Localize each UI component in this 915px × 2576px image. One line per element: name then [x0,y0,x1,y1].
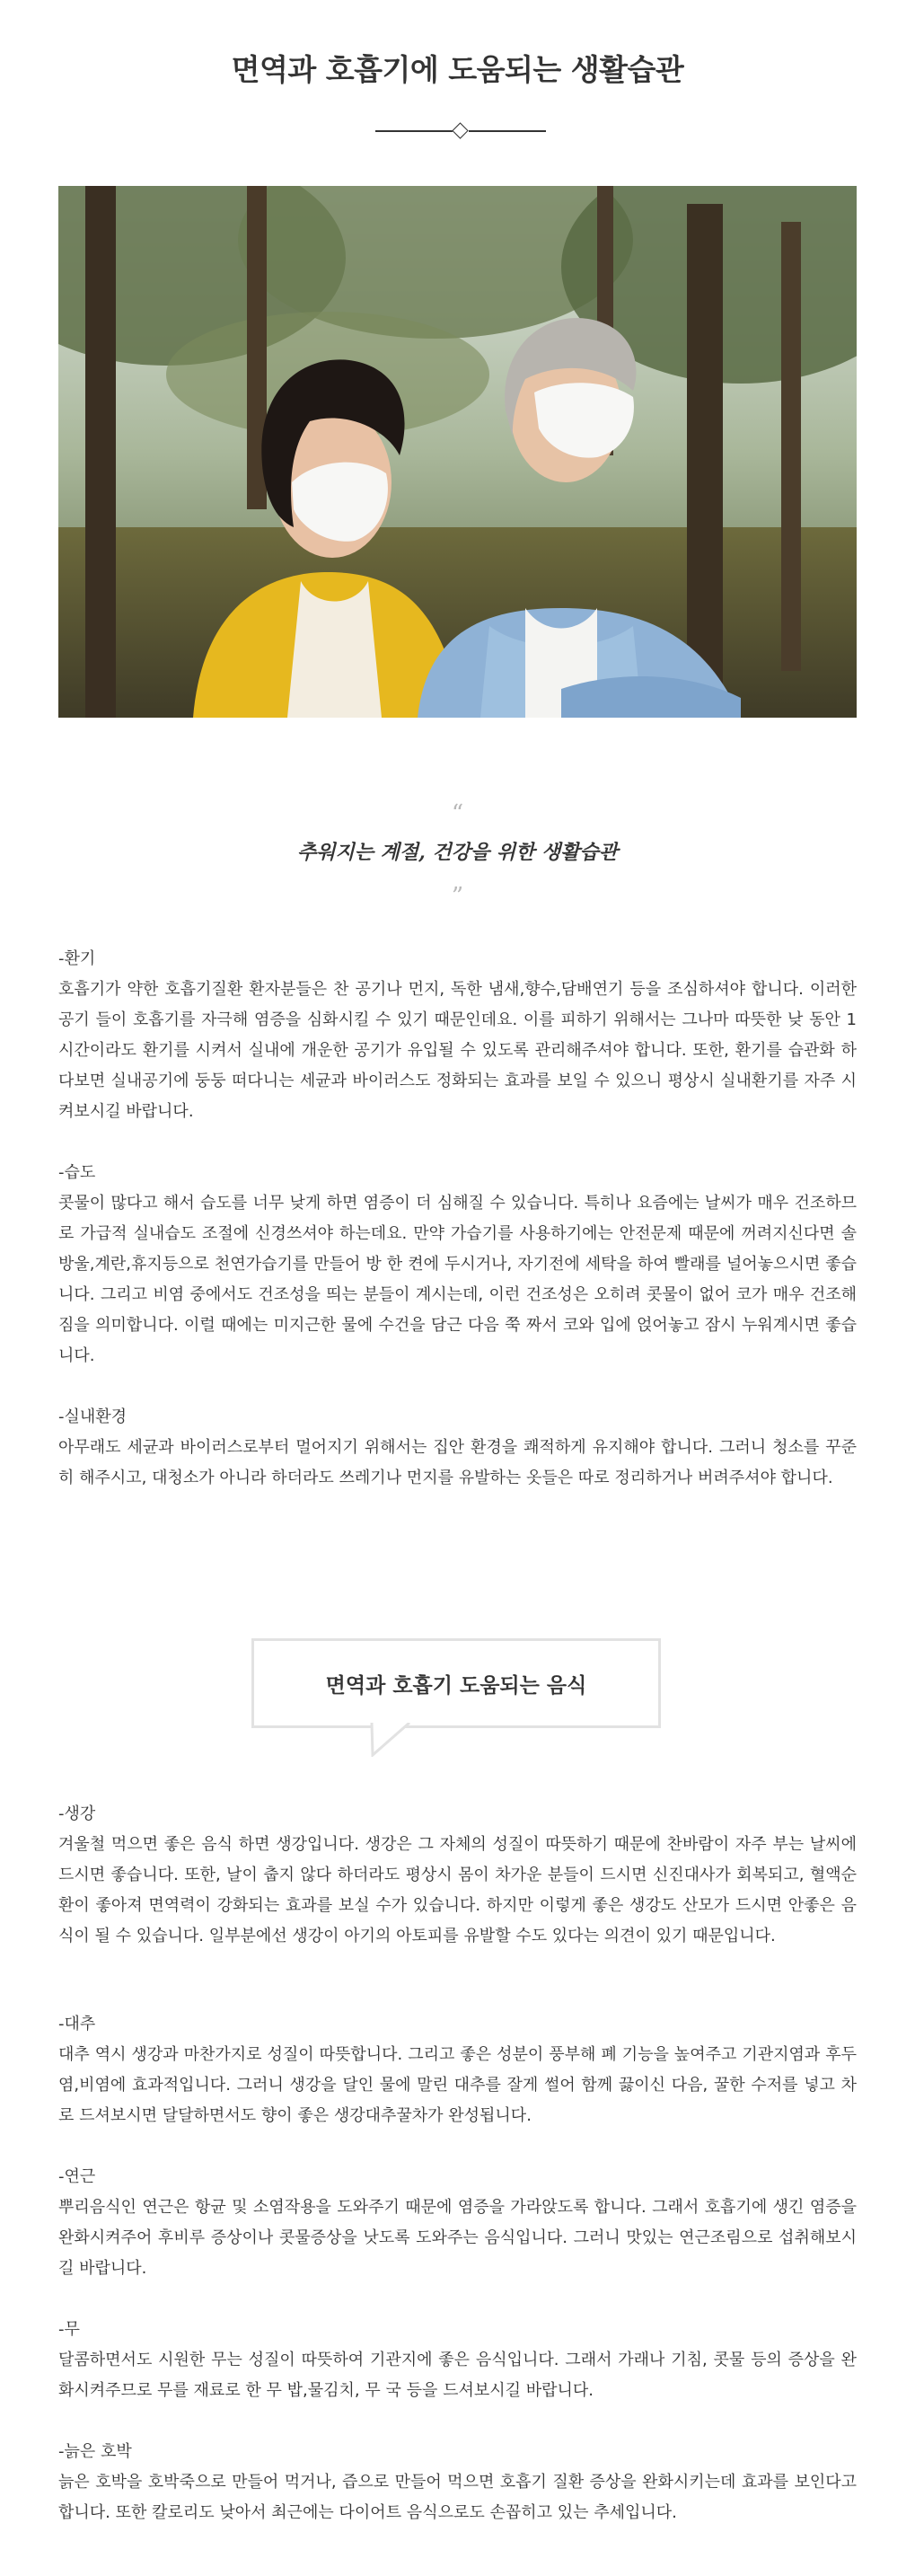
habit-section-indoor-environment [58,1402,857,1494]
title-divider [375,124,546,138]
section-body: 아무래도 세균과 바이러스로부터 멀어지기 위해서는 집안 환경을 쾌적하게 유지해야 합니다. 그러니 청소를 꾸준히 해주시고, 대청소가 아니라 하더라도 쓰레기나 먼지를 유발하는 옷들은 따로 정리하거나 버려주셔야 합니다. [58,1438,857,1487]
habit-section-ventilation [58,944,857,1127]
speech-bubble-heading [251,1638,661,1728]
section-body: 콧물이 많다고 해서 습도를 너무 낮게 하면 염증이 더 심해질 수 있습니다. 특히나 요즘에는 날씨가 매우 건조하므로 가급적 실내습도 조절에 신경쓰셔야 하는데요. 만약 가습기를 사용하기에는 안전문제 때문에 꺼려지신다면 솔방울,계란,휴지등으로 천연가습기를 만들어 방 한 켠에 두시거나, 자기전에 세탁을 하여 빨래를 널어놓으시면 좋습니다. 그리고 비염 중에서도 건조성을 띄는 분들이 계시는데, 이런 건조성은 오히려 콧물이 없어 코가 매우 건조해짐을 의미합니다. 이럴 때에는 미지근한 물에 수건을 담근 다음 쭉 짜서 코와 입에 얹어놓고 잠시 누워계시면 좋습니다. [58,1194,857,1365]
section-body: 늙은 호박을 호박죽으로 만들어 먹거나, 즙으로 만들어 먹으면 호흡기 질환 증상을 완화시키는데 효과를 보인다고 합니다. 또한 칼로리도 낮아서 최근에는 다이어트 음식으로도 손꼽히고 있는 추세입니다. [58,2473,857,2522]
open-quote-icon: “ [451,800,464,827]
section-head: -대추 [58,2015,96,2033]
section-head: -연근 [58,2167,96,2186]
section-head: -무 [58,2320,80,2339]
page-title: 면역과 호흡기에 도움되는 생활습관 [231,52,684,88]
food-section-ginger [58,1799,857,1952]
section-body: 대추 역시 생강과 마찬가지로 성질이 따뜻합니다. 그리고 좋은 성분이 풍부해 폐 기능을 높여주고 기관지염과 후두염,비염에 효과적입니다. 그러니 생강을 달인 물에 말린 대추를 잘게 썰어 함께 끓이신 다음, 꿀한 수저를 넣고 차로 드셔보시면 달달하면서도 향이 좋은 생강대추꿀차가 완성됩니다. [58,2045,857,2125]
section-body: 호흡기가 약한 호흡기질환 환자분들은 찬 공기나 먼지, 독한 냄새,향수,담배연기 등을 조심하셔야 합니다. 이러한 공기 들이 호흡기를 자극해 염증을 심화시킬 수 있기 때문인데요. 이를 피하기 위해서는 그나마 따뜻한 낮 동안 1시간이라도 환기를 시켜서 실내에 개운한 공기가 유입될 수 있도록 관리해주셔야 합니다. 또한, 환기를 습관화 하다보면 실내공기에 둥둥 떠다니는 세균과 바이러스도 정화되는 효과를 보일 수 있으니 평상시 실내환기를 자주 시켜보시길 바랍니다. [58,980,857,1121]
section-head: -실내환경 [58,1407,128,1426]
habit-section-humidity [58,1158,857,1372]
section-head: -습도 [58,1163,96,1182]
section-head: -늙은 호박 [58,2442,132,2461]
food-section-jujube [58,2009,857,2131]
section-body: 겨울철 먹으면 좋은 음식 하면 생강입니다. 생강은 그 자체의 성질이 따뜻하기 때문에 찬바람이 자주 부는 날씨에 드시면 좋습니다. 또한, 날이 춥지 않다 하더라도 평상시 몸이 차가운 분들이 드시면 신진대사가 회복되고, 혈액순환이 좋아져 면역력이 강화되는 효과를 보실 수가 있습니다. 하지만 이렇게 좋은 생강도 산모가 드시면 안좋은 음식이 될 수 있습니다. 일부분에선 생강이 아기의 아토피를 유발할 수도 있다는 의견이 있기 때문입니다. [58,1835,857,1945]
speech-bubble-tail [370,1723,411,1757]
section-head: -환기 [58,949,96,968]
food-section-pumpkin [58,2437,857,2528]
food-section-lotus-root [58,2162,857,2284]
bubble-title: 면역과 호흡기 도움되는 음식 [325,1673,587,1698]
close-quote-icon: ” [451,883,464,910]
section-body: 뿌리음식인 연근은 항균 및 소염작용을 도와주기 때문에 염증을 가라앉도록 합니다. 그래서 호흡기에 생긴 염증을 완화시켜주어 후비루 증상이나 콧물증상을 낫도록 도와주는 음식입니다. 그러니 맛있는 연근조림으로 섭취해보시길 바랍니다. [58,2198,857,2278]
section-head: -생강 [58,1804,96,1823]
diamond-icon [452,122,468,138]
section-body: 달콤하면서도 시원한 무는 성질이 따뜻하여 기관지에 좋은 음식입니다. 그래서 가래나 기침, 콧물 등의 증상을 완화시켜주므로 무를 재료로 한 무 밥,물김치, 무 국 등을 드셔보시길 바랍니다. [58,2351,857,2400]
quote-title: 추워지는 계절, 건강을 위한 생활습관 [296,841,619,864]
couple-wearing-masks-photo [58,186,857,718]
food-section-radish [58,2315,857,2406]
